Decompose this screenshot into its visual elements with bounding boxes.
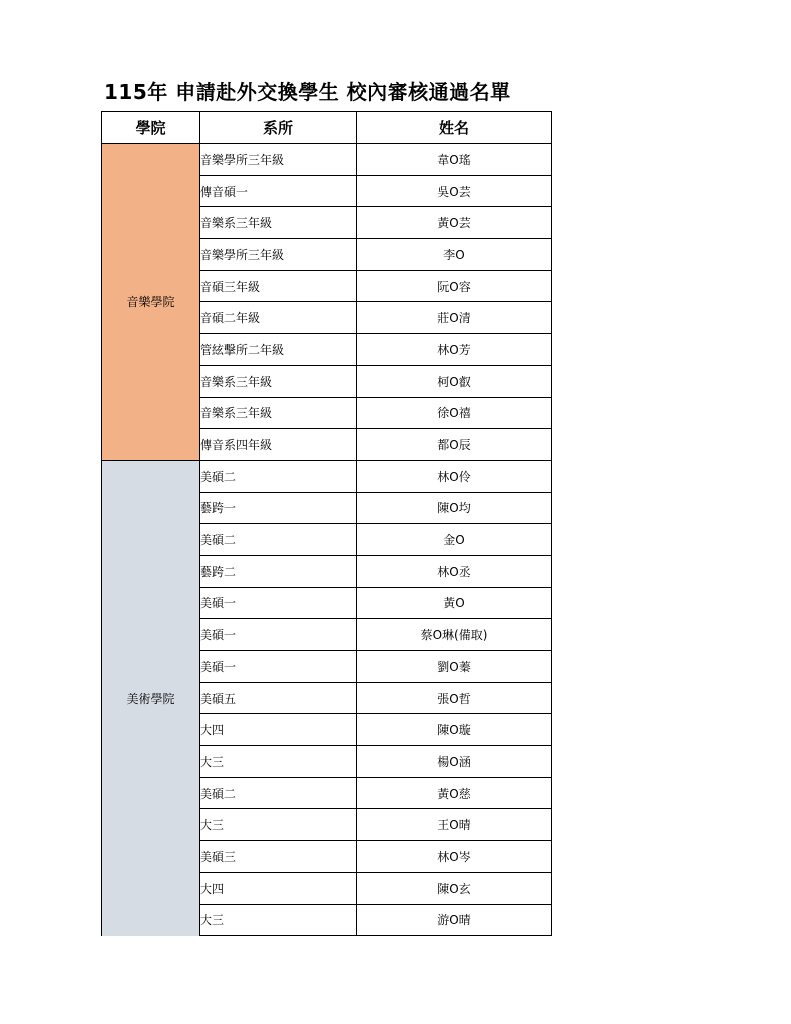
header-name: 姓名	[357, 112, 552, 144]
student-name-cell: 黃O芸	[357, 207, 552, 239]
department-cell: 美碩二	[200, 777, 357, 809]
department-cell: 音碩三年級	[200, 270, 357, 302]
student-name-cell: 蔡O琳(備取)	[357, 619, 552, 651]
department-cell: 美碩二	[200, 524, 357, 556]
student-name-cell: 都O辰	[357, 429, 552, 461]
student-name-cell: 張O哲	[357, 682, 552, 714]
department-cell: 藝跨一	[200, 492, 357, 524]
student-name-cell: 徐O禧	[357, 397, 552, 429]
header-department: 系所	[200, 112, 357, 144]
student-name-cell: 吳O芸	[357, 175, 552, 207]
department-cell: 音樂系三年級	[200, 365, 357, 397]
student-name-cell: 陳O均	[357, 492, 552, 524]
student-name-cell: 金O	[357, 524, 552, 556]
student-name-cell: 林O丞	[357, 555, 552, 587]
college-cell: 音樂學院	[102, 144, 200, 461]
department-cell: 美碩二	[200, 460, 357, 492]
header-college: 學院	[102, 112, 200, 144]
student-name-cell: 黃O	[357, 587, 552, 619]
department-cell: 美碩一	[200, 619, 357, 651]
department-cell: 音碩二年級	[200, 302, 357, 334]
table-body	[102, 144, 552, 936]
student-name-cell: 韋O瑤	[357, 144, 552, 176]
department-cell: 藝跨二	[200, 555, 357, 587]
department-cell: 音樂系三年級	[200, 397, 357, 429]
department-cell: 美碩一	[200, 587, 357, 619]
table-header-row	[102, 112, 552, 144]
department-cell: 管絃擊所二年級	[200, 334, 357, 366]
student-name-cell: 林O芳	[357, 334, 552, 366]
table-row	[102, 460, 552, 492]
student-name-cell: 李O	[357, 239, 552, 271]
document-title: 115年 申請赴外交換學生 校內審核通過名單	[104, 80, 511, 104]
department-cell: 美碩三	[200, 841, 357, 873]
department-cell: 大三	[200, 746, 357, 778]
student-name-cell: 陳O玄	[357, 872, 552, 904]
department-cell: 大四	[200, 714, 357, 746]
department-cell: 大三	[200, 809, 357, 841]
department-cell: 音樂學所三年級	[200, 144, 357, 176]
department-cell: 大三	[200, 904, 357, 936]
department-cell: 傳音系四年級	[200, 429, 357, 461]
student-name-cell: 林O岑	[357, 841, 552, 873]
department-cell: 音樂系三年級	[200, 207, 357, 239]
student-name-cell: 游O晴	[357, 904, 552, 936]
student-name-cell: 柯O叡	[357, 365, 552, 397]
student-name-cell: 陳O璇	[357, 714, 552, 746]
college-cell: 美術學院	[102, 460, 200, 935]
department-cell: 傳音碩一	[200, 175, 357, 207]
department-cell: 大四	[200, 872, 357, 904]
student-name-cell: 莊O清	[357, 302, 552, 334]
table-row	[102, 144, 552, 176]
department-cell: 美碩五	[200, 682, 357, 714]
department-cell: 美碩一	[200, 651, 357, 683]
student-name-cell: 黃O慈	[357, 777, 552, 809]
student-name-cell: 林O伶	[357, 460, 552, 492]
department-cell: 音樂學所三年級	[200, 239, 357, 271]
student-name-cell: 楊O涵	[357, 746, 552, 778]
student-name-cell: 王O晴	[357, 809, 552, 841]
student-name-cell: 劉O蓁	[357, 651, 552, 683]
student-name-cell: 阮O容	[357, 270, 552, 302]
approved-list-table	[101, 111, 552, 936]
